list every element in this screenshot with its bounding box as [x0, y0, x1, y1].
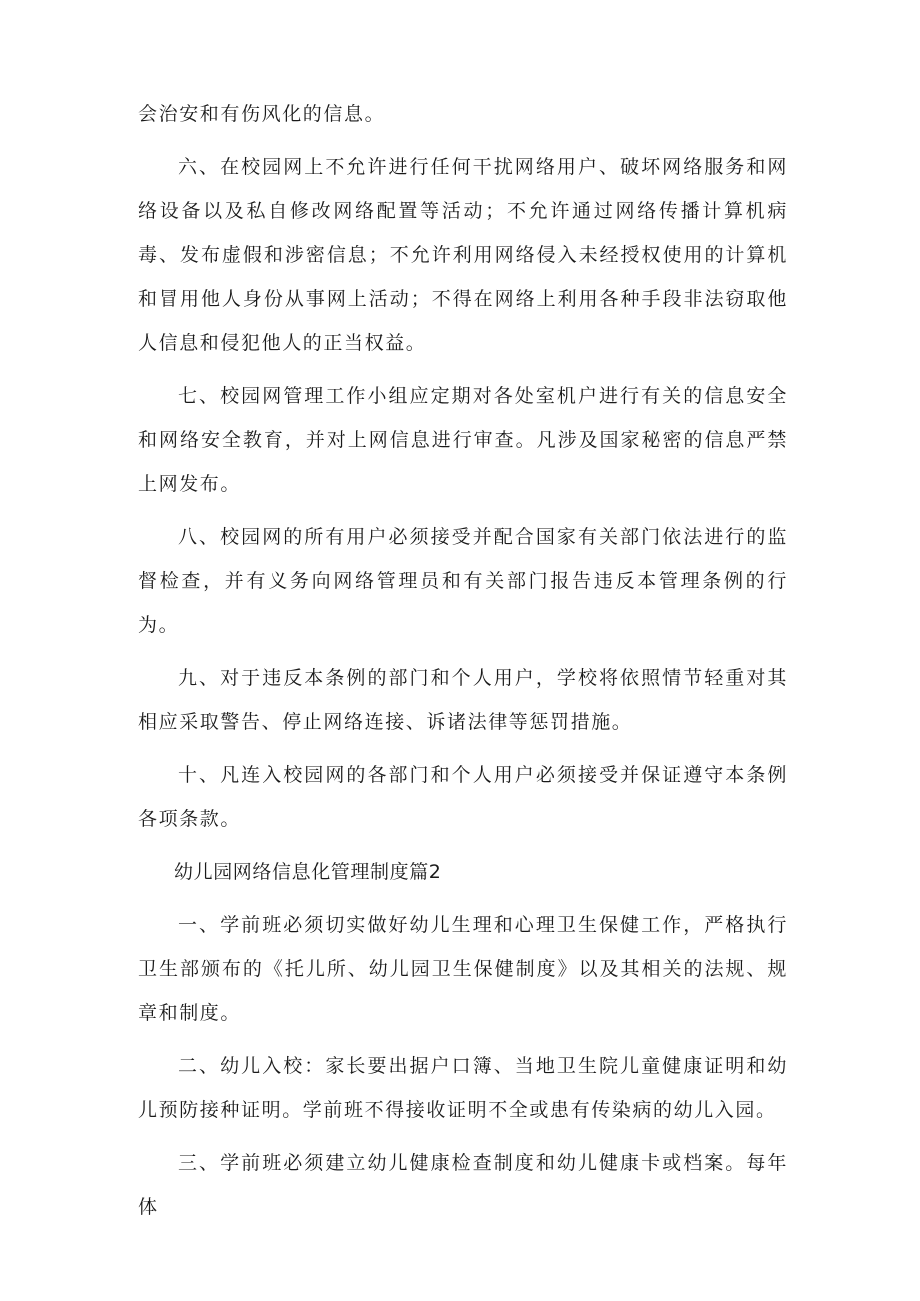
paragraph-item-9: 九、对于违反本条例的部门和个人用户，学校将依照情节轻重对其相应采取警告、停止网络连接、诉诸法律等惩罚措施。	[138, 667, 788, 733]
section-heading: 幼儿园网络信息化管理制度篇2	[174, 861, 442, 883]
paragraph-item-2: 二、幼儿入校：家长要出据户口簿、当地卫生院儿童健康证明和幼儿预防接种证明。学前班不得接收证明不全或患有传染病的幼儿入园。	[138, 1055, 788, 1121]
paragraph-item-8: 八、校园网的所有用户必须接受并配合国家有关部门依法进行的监督检查，并有义务向网络管理员和有关部门报告违反本管理条例的行为。	[138, 526, 788, 636]
paragraph-item-6: 六、在校园网上不允许进行任何干扰网络用户、破坏网络服务和网络设备以及私自修改网络配置等活动；不允许通过网络传播计算机病毒、发布虚假和涉密信息；不允许利用网络侵入未经授权使用的计算机和冒用他人身份从事网上活动；不得在网络上利用各种手段非法窃取他人信息和侵犯他人的正当权益。	[138, 156, 788, 354]
paragraph-item-10: 十、凡连入校园网的各部门和个人用户必须接受并保证遵守本条例各项条款。	[138, 764, 788, 830]
paragraph-continuation: 会治安和有伤风化的信息。	[138, 103, 386, 125]
paragraph-item-3: 三、学前班必须建立幼儿健康检查制度和幼儿健康卡或档案。每年体	[138, 1152, 788, 1218]
paragraph-item-1: 一、学前班必须切实做好幼儿生理和心理卫生保健工作，严格执行卫生部颁布的《托儿所、幼儿园卫生保健制度》以及其相关的法规、规章和制度。	[138, 914, 788, 1024]
paragraph-item-7: 七、校园网管理工作小组应定期对各处室机户进行有关的信息安全和网络安全教育，并对上网信息进行审查。凡涉及国家秘密的信息严禁上网发布。	[138, 385, 788, 495]
document-body	[138, 92, 788, 1238]
